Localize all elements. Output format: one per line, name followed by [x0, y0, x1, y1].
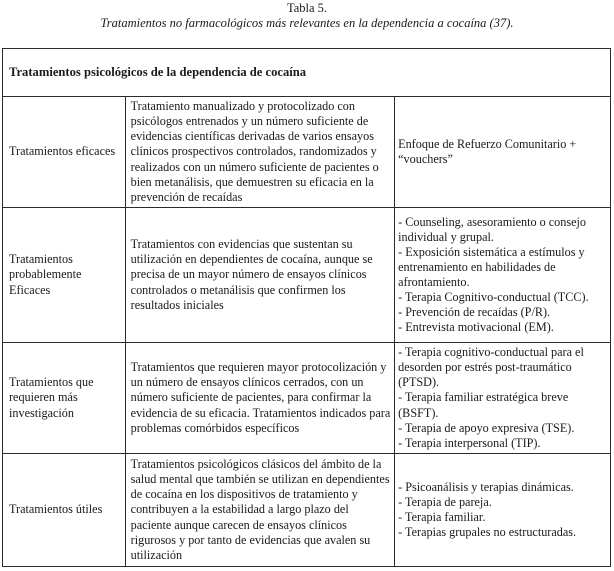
table-header: Tratamientos psicológicos de la dependencia de cocaína	[3, 49, 611, 97]
example-item: - Counseling, asesoramiento o consejo individual y grupal.	[398, 214, 586, 244]
example-item: - Terapia de pareja.	[398, 494, 492, 509]
examples-cell	[395, 454, 611, 567]
example-item: - Terapia familiar estratégica breve (BSFT).	[398, 390, 569, 420]
example-item: - Terapia Cognitivo-conductual (TCC).	[398, 290, 589, 305]
description-cell: Tratamientos que requieren mayor protocolización y un número de ensayos clínicos cerrados, con un número suficiente de pacientes, para confirmar la evidencia de su eficacia. Tratamientos indicados para problemas comórbidos específicos	[125, 343, 394, 454]
example-item: - Terapia interpersonal (TIP).	[398, 435, 541, 450]
table-row	[3, 208, 611, 343]
example-item: - Psicoanálisis y terapias dinámicas.	[398, 479, 574, 494]
table-header-row	[3, 49, 611, 97]
examples-cell	[395, 343, 611, 454]
table-row	[3, 97, 611, 208]
category-cell: Tratamientos útiles	[3, 454, 126, 567]
examples-cell	[395, 97, 611, 208]
table-title: Tratamientos no farmacológicos más relevantes en la dependencia a cocaína (37).	[100, 16, 514, 30]
example-item: - Prevención de recaídas (P/R).	[398, 305, 551, 320]
description-cell: Tratamientos con evidencias que sustentan su utilización en dependientes de cocaína, aunque se precisa de un mayor número de ensayos clínicos controlados o metanálisis que confirmen los resultados iniciales	[125, 208, 394, 343]
example-item: - Terapia cognitivo-conductual para el desorden por estrés post-traumático (PTSD).	[398, 345, 584, 390]
description-cell: Tratamiento manualizado y protocolizado con psicólogos entrenados y un número suficiente de evidencias científicas derivadas de varios ensayos clínicos prospectivos controlados, randomizados y realizados con un número suficiente de pacientes o bien metanálisis, que demuestren su eficacia en la prevención de recaídas	[125, 97, 394, 208]
category-cell: Tratamientos eficaces	[3, 97, 126, 208]
example-item: - Entrevista motivacional (EM).	[398, 320, 554, 335]
example-item: - Exposición sistemática a estímulos y entrenamiento en habilidades de afrontamiento.	[398, 244, 585, 289]
category-cell: Tratamientos probablemente Eficaces	[3, 208, 126, 343]
example-item: - Terapia de apoyo expresiva (TSE).	[398, 420, 575, 435]
treatments-table	[2, 48, 611, 567]
table-row	[3, 454, 611, 567]
table-number: Tabla 5.	[286, 1, 328, 15]
example-item: - Terapias grupales no estructuradas.	[398, 525, 577, 540]
description-cell: Tratamientos psicológicos clásicos del ámbito de la salud mental que también se utilizan en dependientes de cocaína en los dispositivos de tratamiento y contribuyen a la estabilidad a largo plazo del paciente aunque carecen de ensayos clínicos rigurosos y por tanto de evidencias que avalen su utilización	[125, 454, 394, 567]
table-caption	[0, 0, 614, 31]
example-item: - Terapia familiar.	[398, 510, 486, 524]
examples-cell	[395, 208, 611, 343]
table-row	[3, 343, 611, 454]
example-item: Enfoque de Refuerzo Comunitario + “vouchers”	[398, 136, 577, 166]
category-cell: Tratamientos que requieren más investigación	[3, 343, 126, 454]
